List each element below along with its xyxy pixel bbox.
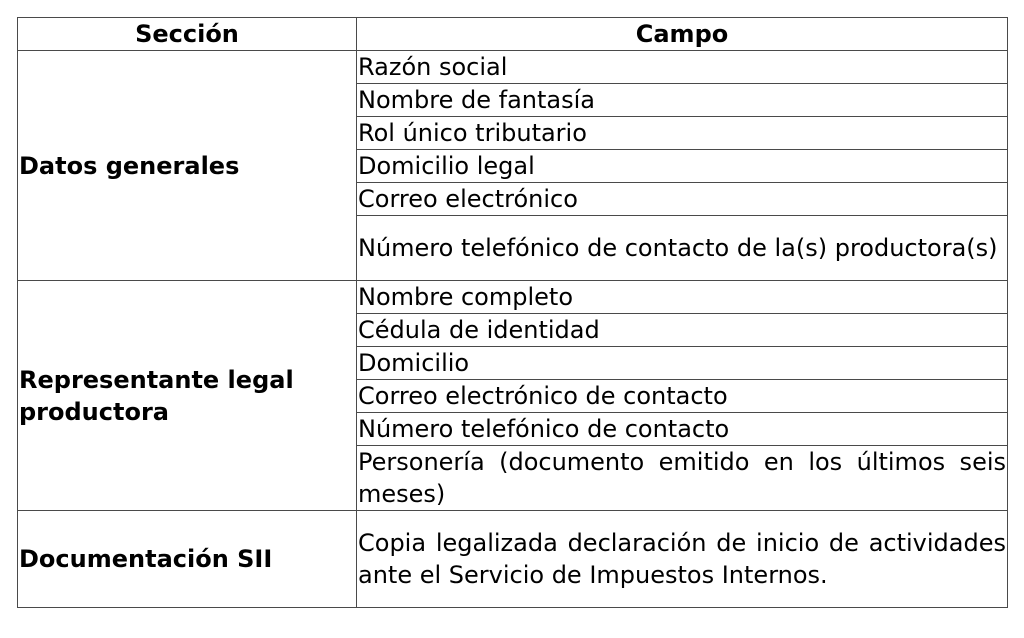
field-cell: Personería (documento emitido en los últimos seis meses) xyxy=(357,446,1008,511)
table-row xyxy=(18,51,1008,84)
section-column-header: Sección xyxy=(18,18,357,51)
field-cell: Nombre completo xyxy=(357,281,1008,314)
field-cell: Rol único tributario xyxy=(357,117,1008,150)
field-cell: Cédula de identidad xyxy=(357,314,1008,347)
table-header xyxy=(18,18,1008,51)
field-cell: Nombre de fantasía xyxy=(357,84,1008,117)
field-cell: Copia legalizada declaración de inicio de actividades ante el Servicio de Impuestos Internos. xyxy=(357,511,1008,608)
section-cell-datos-generales: Datos generales xyxy=(18,51,357,281)
table-row xyxy=(18,511,1008,608)
field-cell: Correo electrónico xyxy=(357,183,1008,216)
field-cell: Correo electrónico de contacto xyxy=(357,380,1008,413)
table-row xyxy=(18,281,1008,314)
field-cell: Número telefónico de contacto de la(s) productora(s) xyxy=(357,216,1008,281)
field-cell: Número telefónico de contacto xyxy=(357,413,1008,446)
requirements-table xyxy=(17,17,1008,608)
table-body xyxy=(18,51,1008,608)
section-cell-documentacion-sii: Documentación SII xyxy=(18,511,357,608)
field-cell: Domicilio xyxy=(357,347,1008,380)
field-cell: Domicilio legal xyxy=(357,150,1008,183)
header-row xyxy=(18,18,1008,51)
field-cell: Razón social xyxy=(357,51,1008,84)
field-column-header: Campo xyxy=(357,18,1008,51)
section-cell-representante-legal: Representante legal productora xyxy=(18,281,357,511)
